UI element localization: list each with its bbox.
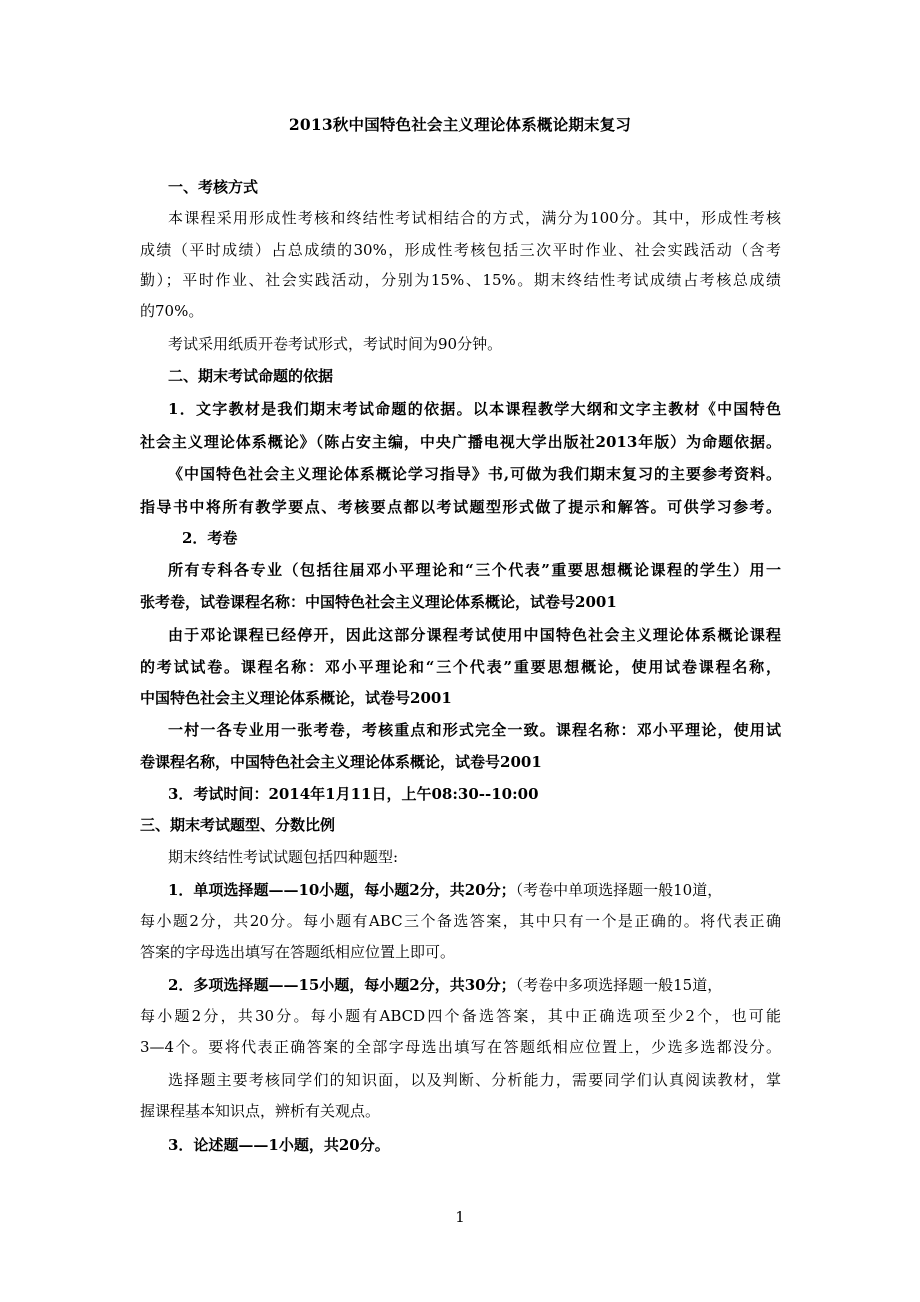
paragraph-line: 考试采用纸质开卷考试形式，考试时间为90分钟。 (168, 335, 503, 353)
paragraph-line: 一村一各专业用一张考卷，考核重点和形式完全一致。课程名称：邓小平理论，使用试 (168, 721, 781, 739)
paragraph-line: 成绩（平时成绩）占总成绩的30%，形成性考核包括三次平时作业、社会实践活动（含考 (140, 241, 781, 259)
paragraph-line: 每小题2分，共20分。每小题有ABC三个备选答案，其中只有一个是正确的。将代表正确 (140, 912, 781, 930)
document-title: 2013秋中国特色社会主义理论体系概论期末复习 (288, 115, 632, 134)
paragraph-line: 所有专科各专业（包括往届邓小平理论和“三个代表”重要思想概论课程的学生）用一 (168, 561, 781, 579)
paragraph-line: 由于邓论课程已经停开，因此这部分课程考试使用中国特色社会主义理论体系概论课程 (168, 626, 781, 644)
paragraph-line: 的70%。 (140, 302, 204, 320)
subsection-heading-exam-paper: 2．考卷 (182, 529, 238, 547)
paragraph-line: 《中国特色社会主义理论体系概论学习指导》书,可做为我们期末复习的主要参考资料。 (168, 465, 781, 483)
paragraph-line: 的考试试卷。课程名称：邓小平理论和“三个代表”重要思想概论，使用试卷课程名称， (140, 658, 781, 676)
question-type-detail: （考卷中多项选择题一般15道， (515, 976, 723, 994)
section-heading-question-types: 三、期末考试题型、分数比例 (140, 816, 336, 834)
paragraph-line: 社会主义理论体系概论》（陈占安主编，中央广播电视大学出版社2013年版）为命题依据。 (140, 433, 781, 451)
paragraph-line: 张考卷，试卷课程名称：中国特色社会主义理论体系概论，试卷号2001 (140, 593, 617, 611)
section-heading-assessment: 一、考核方式 (168, 178, 259, 196)
paragraph-line: 指导书中将所有教学要点、考核要点都以考试题型形式做了提示和解答。可供学习参考。 (140, 498, 781, 516)
page-number: 1 (455, 1208, 465, 1226)
paragraph-line: 选择题主要考核同学们的知识面，以及判断、分析能力，需要同学们认真阅读教材，掌 (168, 1071, 781, 1089)
paragraph-line: 3—4个。要将代表正确答案的全部字母选出填写在答题纸相应位置上，少选多选都没分。 (140, 1038, 781, 1056)
paragraph-line: 握课程基本知识点，辨析有关观点。 (140, 1102, 381, 1120)
question-type-essay: 3．论述题——1小题，共20分。 (168, 1136, 390, 1154)
paragraph-line: 卷课程名称，中国特色社会主义理论体系概论，试卷号2001 (140, 753, 542, 771)
exam-time-line: 3．考试时间：2014年1月11日，上午08:30--10:00 (168, 785, 539, 803)
question-type-label: 1．单项选择题——10小题，每小题2分，共20分； (168, 881, 516, 899)
question-type-multiple-choice (168, 975, 722, 995)
question-type-detail: （考卷中单项选择题一般10道， (515, 881, 723, 899)
paragraph-line: 1．文字教材是我们期末考试命题的依据。以本课程教学大纲和文字主教材《中国特色 (168, 400, 781, 418)
paragraph-line: 期末终结性考试试题包括四种题型: (168, 848, 399, 866)
paragraph-line: 本课程采用形成性考核和终结性考试相结合的方式，满分为100分。其中，形成性考核 (168, 209, 781, 227)
question-type-single-choice (168, 880, 722, 900)
paragraph-line: 答案的字母选出填写在答题纸相应位置上即可。 (140, 943, 456, 961)
section-heading-basis: 二、期末考试命题的依据 (168, 367, 334, 385)
paragraph-line: 勤）；平时作业、社会实践活动，分别为15%、15%。期末终结性考试成绩占考核总成绩 (140, 271, 781, 289)
paragraph-line: 每小题2分，共30分。每小题有ABCD四个备选答案，其中正确选项至少2个，也可能 (140, 1007, 781, 1025)
question-type-label: 2．多项选择题——15小题，每小题2分，共30分； (168, 976, 516, 994)
paragraph-line: 中国特色社会主义理论体系概论，试卷号2001 (140, 689, 452, 707)
